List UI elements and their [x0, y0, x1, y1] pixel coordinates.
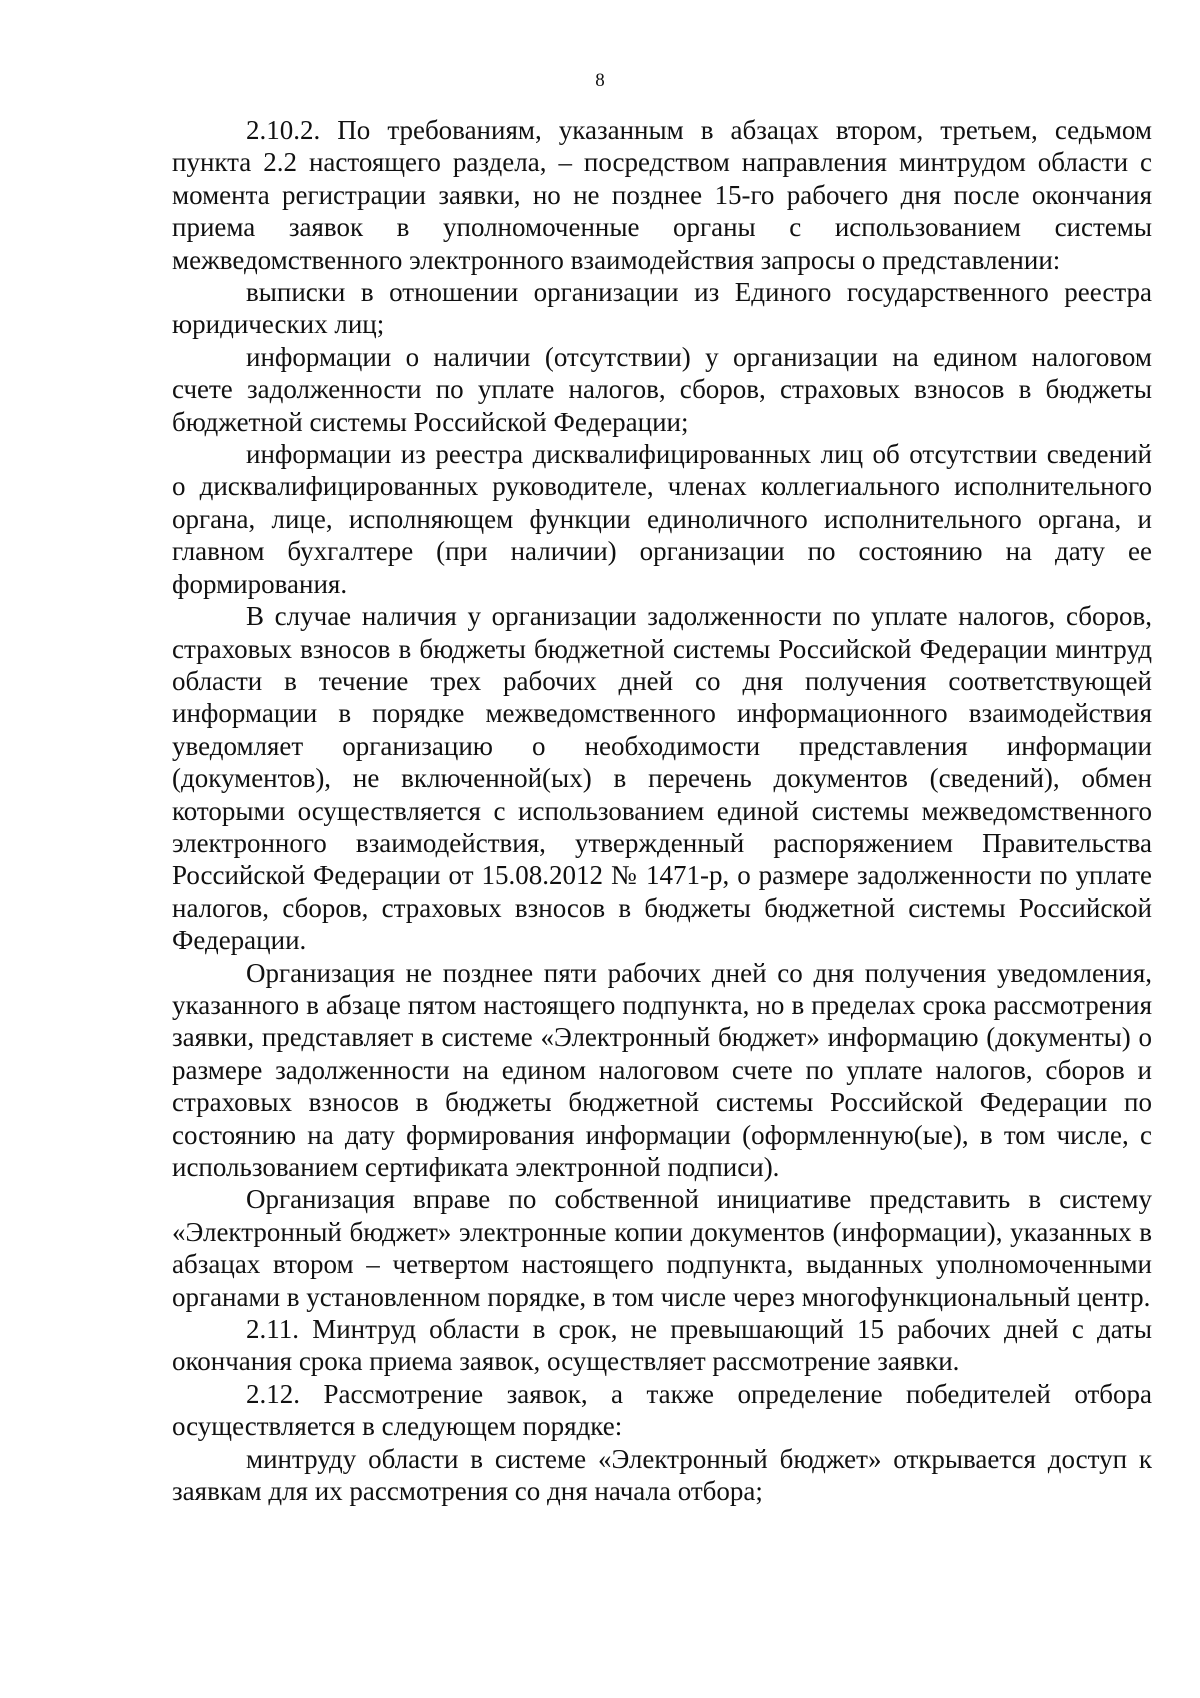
paragraph-disqualified-registry: информации из реестра дисквалифицированных лиц об отсутствии сведений о дисквалифицированных руководителе, членах коллегиального исполнительного органа, лице, исполняющем функции единоличного исполнительного органа, и главном бухгалтере (при наличии) организации по состоянию на дату ее формирования. [172, 439, 1152, 599]
paragraph-2-12: 2.12. Рассмотрение заявок, а также определение победителей отбора осуществляется в следующем порядке: [172, 1378, 1152, 1442]
paragraph-debt-notification: В случае наличия у организации задолженности по уплате налогов, сборов, страховых взносов в бюджеты бюджетной системы Российской Федерации минтруд области в течение трех рабочих дней со дня получения соответствующей информации в порядке межведомственного информационного взаимодействия уведомляет организацию о необходимости представления информации (документов), не включенной(ых) в перечень документов (сведений), обмен которыми осуществляется с использованием единой системы межведомственного электронного взаимодействия, утвержденный распоряжением Правительства Российской Федерации от 15.08.2012 № 1471-р, о размере задолженности по уплате налогов, сборов, страховых взносов в бюджеты бюджетной системы Российской Федерации. [172, 601, 1152, 956]
page-number: 8 [595, 70, 605, 91]
paragraph-egrul-extract: выписки в отношении организации из Единого государственного реестра юридических лиц; [172, 277, 1152, 340]
document-body [172, 114, 1152, 1507]
paragraph-2-10-2: 2.10.2. По требованиям, указанным в абзацах втором, третьем, седьмом пункта 2.2 настоящего раздела, – посредством направления минтрудом области с момента регистрации заявки, но не позднее 15-го рабочего дня после окончания приема заявок в уполномоченные органы с использованием системы межведомственного электронного взаимодействия запросы о представлении: [172, 115, 1152, 275]
paragraph-own-initiative: Организация вправе по собственной инициативе представить в систему «Электронный бюджет» электронные копии документов (информации), указанных в абзацах втором – четвертом настоящего подпункта, выданных уполномоченными органами в установленном порядке, в том числе через многофункциональный центр. [172, 1184, 1152, 1312]
paragraph-2-11: 2.11. Минтруд области в срок, не превышающий 15 рабочих дней с даты окончания срока приема заявок, осуществляет рассмотрение заявки. [172, 1314, 1152, 1377]
paragraph-access-to-applications: минтруду области в системе «Электронный бюджет» открывается доступ к заявкам для их рассмотрения со дня начала отбора; [172, 1443, 1152, 1507]
paragraph-tax-debt-info: информации о наличии (отсутствии) у организации на едином налоговом счете задолженности по уплате налогов, сборов, страховых взносов в бюджеты бюджетной системы Российской Федерации; [172, 341, 1152, 437]
paragraph-organization-response: Организация не позднее пяти рабочих дней со дня получения уведомления, указанного в абзаце пятом настоящего подпункта, но в пределах срока рассмотрения заявки, представляет в системе «Электронный бюджет» информацию (документы) о размере задолженности на едином налоговом счете по уплате налогов, сборов и страховых взносов в бюджеты бюджетной системы Российской Федерации по состоянию на дату формирования информации (оформленную(ые), в том числе, с использованием сертификата электронной подписи). [172, 957, 1152, 1182]
